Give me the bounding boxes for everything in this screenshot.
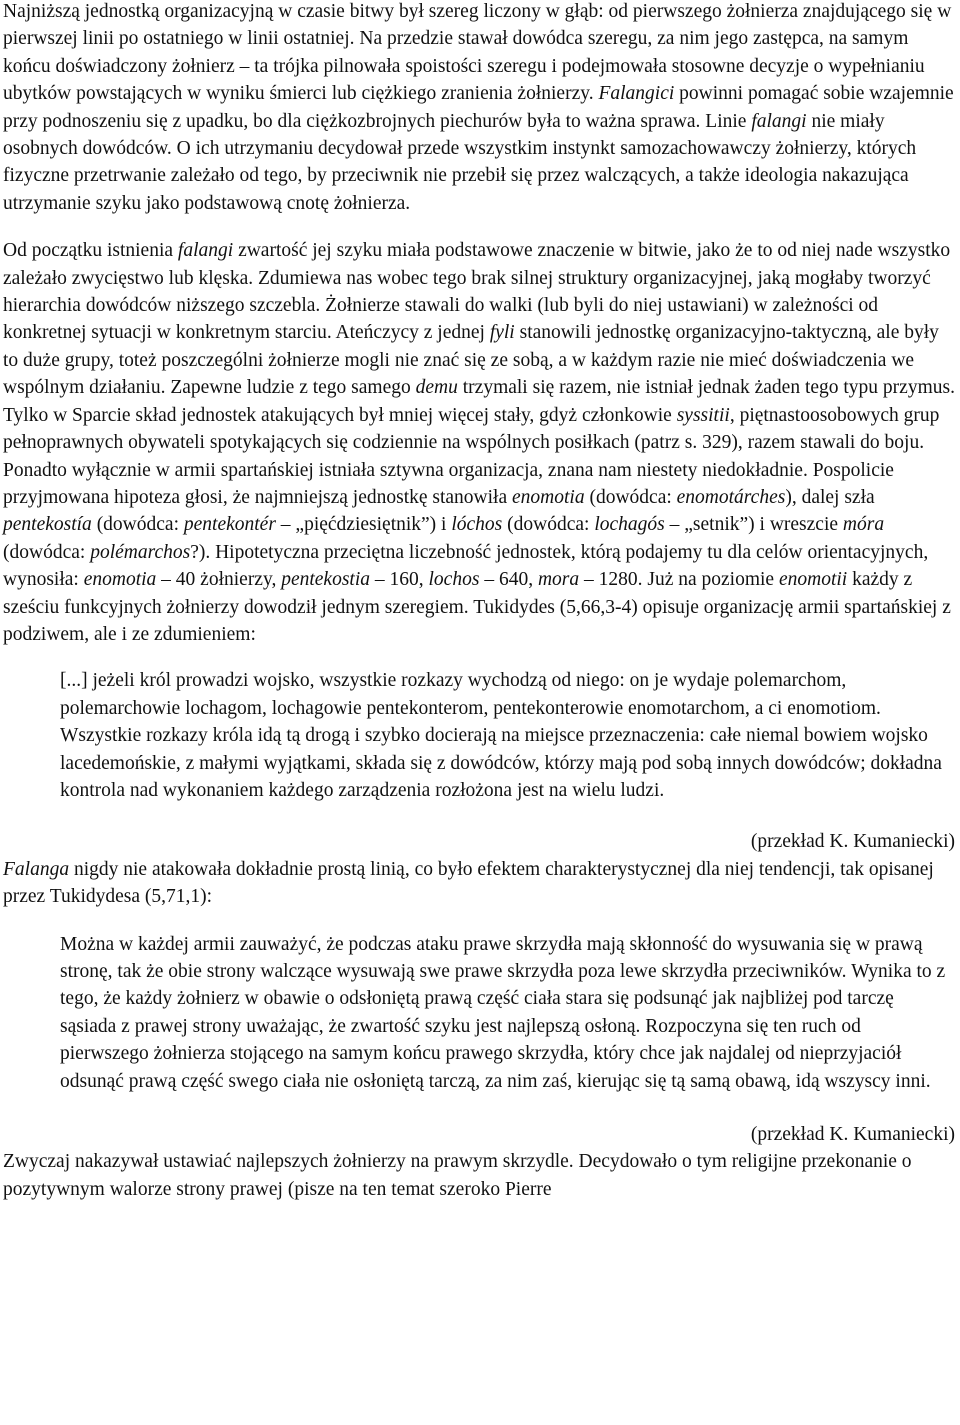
italic-term: móra	[842, 514, 885, 536]
document-page	[3, 0, 955, 1203]
italic-term: falangi	[177, 240, 234, 262]
text-run: zwartość jej szyku miała podstawowe znaczenie w bitwie, jako że to od niej nade wszystko zależało zwycięstwo lub klęska. Zdumiewa nas wobec tego brak silnej struktury organizacyjnej, jaką mogłaby tworzyć hierarchia dowódców niższego szczebla. Żołnierze stawali do walki (lub byli do niej ustawiani) w zależności od konkretnej sytuacji w konkretnym starciu. Ateńczycy z jednej	[3, 240, 951, 344]
text-run: – 1280. Już na poziomie	[579, 569, 779, 591]
text-run: trzymali się razem, nie istniał jednak żaden tego typu przymus. Tylko w Sparcie skład jednostek atakujących był mniej więcej stały, gdyż członkowie	[3, 377, 955, 426]
text-run: każdy z sześciu funkcyjnych żołnierzy dowodził jednym szeregiem. Tukidydes (5,66,3-4) opisuje organizację armii spartańskiej z podziwem, ale i ze zdumieniem:	[3, 569, 951, 645]
italic-term: lóchos	[451, 514, 503, 536]
paragraph-right-wing-custom: Zwyczaj nakazywał ustawiać najlepszych żołnierzy na prawym skrzydle. Decydowało o tym religijne przekonanie o pozytywnym walorze strony prawej (pisze na ten temat szeroko Pierre	[3, 1151, 912, 1200]
text-run: Od początku istnienia	[3, 240, 178, 262]
italic-term: enomotia	[512, 486, 585, 508]
text-run: ?). Hipotetyczna przeciętna liczebność jednostek, którą podajemy tu dla celów orientacyjnych, wynosiła:	[3, 541, 929, 591]
paragraph-phalanx-structure	[3, 237, 955, 648]
italic-term: pentekostía	[3, 514, 92, 536]
italic-term: syssitii	[676, 404, 730, 426]
text-run: stanowili jednostkę organizacyjno-taktyczną, ale były to duże grupy, toteż poszczególni żołnierze mogli nie znać się ze sobą, a w każdym razie nie mieć doświadczenia we wspólnym działaniu. Zapewne ludzie z tego samego	[3, 322, 939, 399]
italic-term: lochos	[428, 569, 480, 591]
text-run: (dowódca:	[502, 514, 595, 536]
italic-term: Falanga	[3, 858, 70, 880]
text-run: (dowódca:	[584, 486, 677, 508]
italic-term: enomotárches	[676, 486, 786, 508]
italic-term: pentekontér	[183, 514, 276, 536]
text-run: nigdy nie atakowała dokładnie prostą linią, co było efektem charakterystycznej dla niej tendencji, tak opisanej przez Tukidydesa (5,71,1):	[3, 858, 934, 908]
italic-term: polémarchos	[90, 541, 191, 563]
italic-term: Falangici	[598, 83, 675, 105]
text-run: – 640,	[479, 569, 538, 591]
text-run: , piętnastoosobowych grup pełnoprawnych obywateli spotykających się codziennie na wspólnych posiłkach (patrz s. 329), razem stawali do boju. Ponadto wyłącznie w armii spartańskiej istniała sztywna organizacja, znana nam niestety niedokładnie. Pospolicie przyjmowana hipoteza głosi, że najmniejszą jednostkę stanowiła	[3, 404, 940, 508]
text-run: – „pięćdziesiętnik”) i	[275, 514, 452, 536]
text-run: – 160,	[370, 569, 429, 591]
block-quote-thucydides-1: [...] jeżeli król prowadzi wojsko, wszystkie rozkazy wychodzą od niego: on je wydaje polemarchom, polemarchowie lochagom, lochagowie pentekonterom, pentekonterowie enomotarchom, a ci enomotiom. Wszystkie rozkazy króla idą tą drogą i szybko docierają na miejsce przeznaczenia: całe niemal bowiem wojsko lacedemońskie, z małymi wyjątkami, składa się z dowódców, którzy mają pod sobą innych dowódców; dokładna kontrola nad wykonaniem każdego zarządzenia rozłożona jest na wielu ludzi.	[60, 670, 942, 801]
text-run: – „setnik”) i wreszcie	[664, 514, 843, 536]
italic-term: pentekostia	[281, 569, 371, 591]
italic-term: falangi	[751, 110, 807, 132]
quote-attribution-2: (przekład K. Kumaniecki)	[750, 1124, 955, 1146]
italic-term: mora	[537, 569, 580, 591]
italic-term: demu	[415, 377, 458, 399]
text-run: nie miały osobnych dowódców. O ich utrzymaniu decydował przede wszystkim instynkt samozachowawczy żołnierzy, których fizyczne przetrwanie zależało od tego, by przeciwnik nie przebił się przez walczących, a także ideologia nakazująca utrzymanie szyku jako podstawową cnotę żołnierza.	[3, 110, 917, 214]
text-run: powinni pomagać sobie wzajemnie przy podnoszeniu się z upadku, bo dla ciężkozbrojnych piechurów była to ważna sprawa. Linie	[3, 83, 954, 132]
quote-attribution-1: (przekład K. Kumaniecki)	[750, 831, 955, 853]
paragraph-rank-organization	[3, 0, 955, 217]
text-run: ), dalej szła	[785, 486, 875, 508]
text-run: (dowódca:	[3, 541, 91, 563]
paragraph-phalanx-drift	[3, 856, 955, 911]
italic-term: enomotii	[778, 569, 848, 591]
text-run: Najniższą jednostką organizacyjną w czasie bitwy był szereg liczony w głąb: od pierwszego żołnierza znajdującego się w pierwszej linii po ostatniego w linii ostatniej. Na przedzie stawał dowódca szeregu, za nim jego zastępca, na samym końcu doświadczony żołnierz – ta trójka pilnowała spoistości szeregu i podejmowała stosowne decyzje o wypełnianiu ubytków powstających w wyniku śmierci lub ciężkiego zranienia żołnierzy.	[3, 1, 952, 105]
text-run: – 40 żołnierzy,	[156, 569, 282, 591]
italic-term: lochagós	[594, 514, 665, 536]
text-run: (dowódca:	[91, 514, 184, 536]
block-quote-thucydides-2: Można w każdej armii zauważyć, że podczas ataku prawe skrzydła mają skłonność do wysuwania się w prawą stronę, tak że obie strony walczące wysuwają swe prawe skrzydła poza lewe skrzydła przeciwników. Wynika to z tego, że każdy żołnierz w obawie o odsłoniętą prawą część ciała stara się podsunąć jak najbliżej pod tarczę sąsiada z prawej strony uważając, że zwartość szyku jest najlepszą osłoną. Rozpoczyna się ten ruch od pierwszego żołnierza stojącego na samym końcu prawego skrzydła, który chce jak najdalej od nieprzyjaciół odsunąć prawą część swego ciała nie osłoniętą tarczą, za nim zaś, kierując się tą samą obawą, idą wszyscy inni.	[60, 933, 946, 1092]
italic-term: fyli	[489, 322, 515, 344]
italic-term: enomotia	[83, 569, 157, 591]
